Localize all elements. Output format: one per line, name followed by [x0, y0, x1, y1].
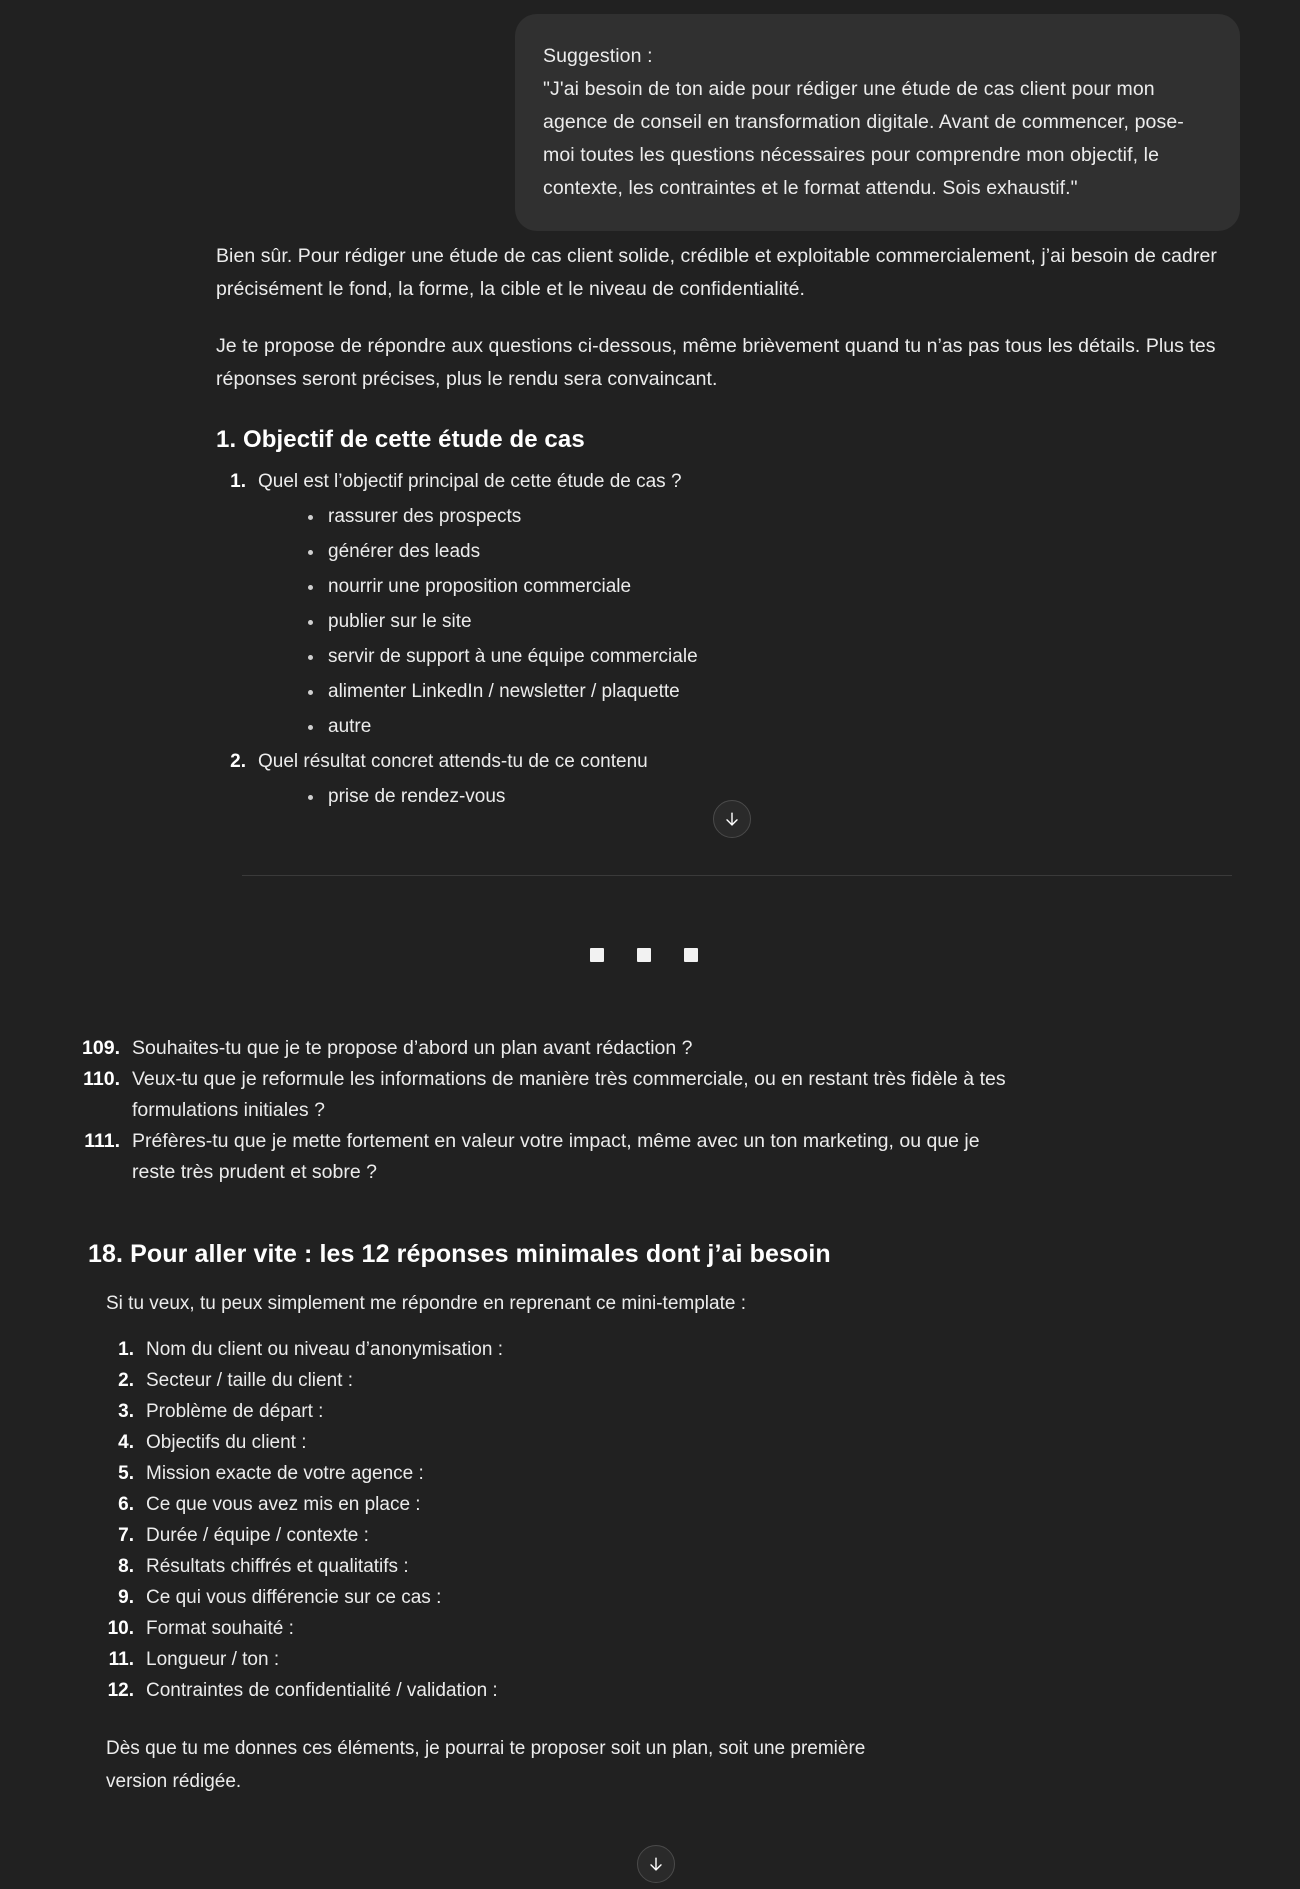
list-item: rassurer des prospects [300, 499, 1300, 534]
list-text: Nom du client ou niveau d’anonymisation : [146, 1339, 503, 1360]
scroll-to-bottom-button-top[interactable] [713, 800, 751, 838]
list-number: 2. [230, 751, 246, 772]
user-message-bubble[interactable] [515, 14, 1240, 231]
list-number: 12. [107, 1680, 134, 1701]
assistant-paragraph-1: Bien sûr. Pour rédiger une étude de cas client solide, crédible et exploitable commercialement, j’ai besoin de cadrer précisément le fond, la forme, la cible et le niveau de confidentialité. [216, 245, 1217, 300]
list-item [94, 1365, 1300, 1396]
loading-square [684, 948, 698, 962]
list-number: 8. [118, 1556, 134, 1577]
list-number: 9. [118, 1587, 134, 1608]
list-text: Secteur / taille du client : [146, 1370, 353, 1391]
list-item [216, 744, 1300, 814]
list-number: 1. [230, 471, 246, 492]
list-item: alimenter LinkedIn / newsletter / plaquette [300, 674, 1300, 709]
list-item [94, 1458, 1300, 1489]
list-item [94, 1551, 1300, 1582]
mini-template-list [0, 1334, 1300, 1706]
list-item [216, 464, 1300, 744]
list-text: Quel résultat concret attends-tu de ce contenu [258, 751, 648, 772]
list-text: Durée / équipe / contexte : [146, 1525, 369, 1546]
loading-square [590, 948, 604, 962]
user-message-label: Suggestion : [543, 45, 653, 67]
arrow-down-icon [722, 809, 742, 829]
list-text: Souhaites-tu que je te propose d’abord un plan avant rédaction ? [132, 1037, 693, 1059]
list-number: 2. [118, 1370, 134, 1391]
section-18-heading: 18. Pour aller vite : les 12 réponses minimales dont j’ai besoin [88, 1240, 831, 1268]
bubble-row [0, 14, 1300, 231]
list-number: 109. [82, 1037, 120, 1059]
list-number: 111. [84, 1130, 120, 1152]
assistant-message [0, 240, 1300, 814]
list-text: Longueur / ton : [146, 1649, 280, 1670]
list-item [94, 1396, 1300, 1427]
list-number: 3. [118, 1401, 134, 1422]
list-item [94, 1675, 1300, 1706]
list-item [94, 1613, 1300, 1644]
list-number: 1. [118, 1339, 134, 1360]
list-item [72, 1064, 1010, 1126]
loading-square [637, 948, 651, 962]
list-text: Problème de départ : [146, 1401, 324, 1422]
list-item: publier sur le site [300, 604, 1300, 639]
scroll-to-bottom-button[interactable] [637, 1845, 675, 1883]
loading-indicator [590, 948, 698, 962]
list-text: Préfères-tu que je mette fortement en valeur votre impact, même avec un ton marketing, ou que je reste très prudent et sobre ? [132, 1130, 980, 1183]
list-number: 10. [107, 1618, 134, 1639]
content-divider [242, 875, 1232, 876]
option-list [258, 779, 1300, 814]
section-18-subtitle: Si tu veux, tu peux simplement me répondre en reprenant ce mini-template : [106, 1293, 746, 1314]
user-message-body: "J'ai besoin de ton aide pour rédiger une étude de cas client pour mon agence de conseil en transformation digitale. Avant de commencer, pose-moi toutes les questions nécessaires pour comprendre mon objectif, le contexte, les contraintes et le format attendu. Sois exhaustif." [543, 78, 1184, 199]
section-18 [0, 1240, 1300, 1798]
list-item [72, 1126, 1010, 1188]
list-item: générer des leads [300, 534, 1300, 569]
list-item: nourrir une proposition commerciale [300, 569, 1300, 604]
continuation-question-block [0, 1033, 1300, 1188]
option-list [258, 499, 1300, 744]
list-item [94, 1334, 1300, 1365]
section-1-question-list [0, 464, 1300, 814]
list-text: Ce qui vous différencie sur ce cas : [146, 1587, 442, 1608]
section-1-heading: 1. Objectif de cette étude de cas [216, 426, 585, 453]
list-text: Contraintes de confidentialité / validation : [146, 1680, 498, 1701]
list-item: autre [300, 709, 1300, 744]
list-number: 11. [108, 1649, 134, 1670]
user-message-row [0, 14, 1300, 231]
list-text: Résultats chiffrés et qualitatifs : [146, 1556, 409, 1577]
assistant-paragraph-2: Je te propose de répondre aux questions ci-dessous, même brièvement quand tu n’as pas tous les détails. Plus tes réponses seront précises, plus le rendu sera convaincant. [216, 335, 1216, 390]
list-number: 110. [83, 1068, 120, 1090]
list-number: 6. [118, 1494, 134, 1515]
list-item [94, 1489, 1300, 1520]
arrow-down-icon [646, 1854, 666, 1874]
list-item: servir de support à une équipe commerciale [300, 639, 1300, 674]
list-item [94, 1427, 1300, 1458]
list-text: Ce que vous avez mis en place : [146, 1494, 421, 1515]
list-number: 4. [118, 1432, 134, 1453]
list-number: 5. [118, 1463, 134, 1484]
list-item [94, 1644, 1300, 1675]
list-number: 7. [118, 1525, 134, 1546]
list-text: Quel est l’objectif principal de cette étude de cas ? [258, 471, 682, 492]
list-item [94, 1520, 1300, 1551]
continuation-question-list [0, 1033, 1300, 1188]
list-item [72, 1033, 1010, 1064]
list-text: Objectifs du client : [146, 1432, 307, 1453]
list-item [94, 1582, 1300, 1613]
list-text: Veux-tu que je reformule les informations de manière très commerciale, ou en restant très fidèle à tes formulations initiales ? [132, 1068, 1006, 1121]
list-item: prise de rendez-vous [300, 779, 1300, 814]
section-18-closing: Dès que tu me donnes ces éléments, je pourrai te proposer soit un plan, soit une première version rédigée. [106, 1738, 866, 1792]
list-text: Format souhaité : [146, 1618, 294, 1639]
list-text: Mission exacte de votre agence : [146, 1463, 424, 1484]
